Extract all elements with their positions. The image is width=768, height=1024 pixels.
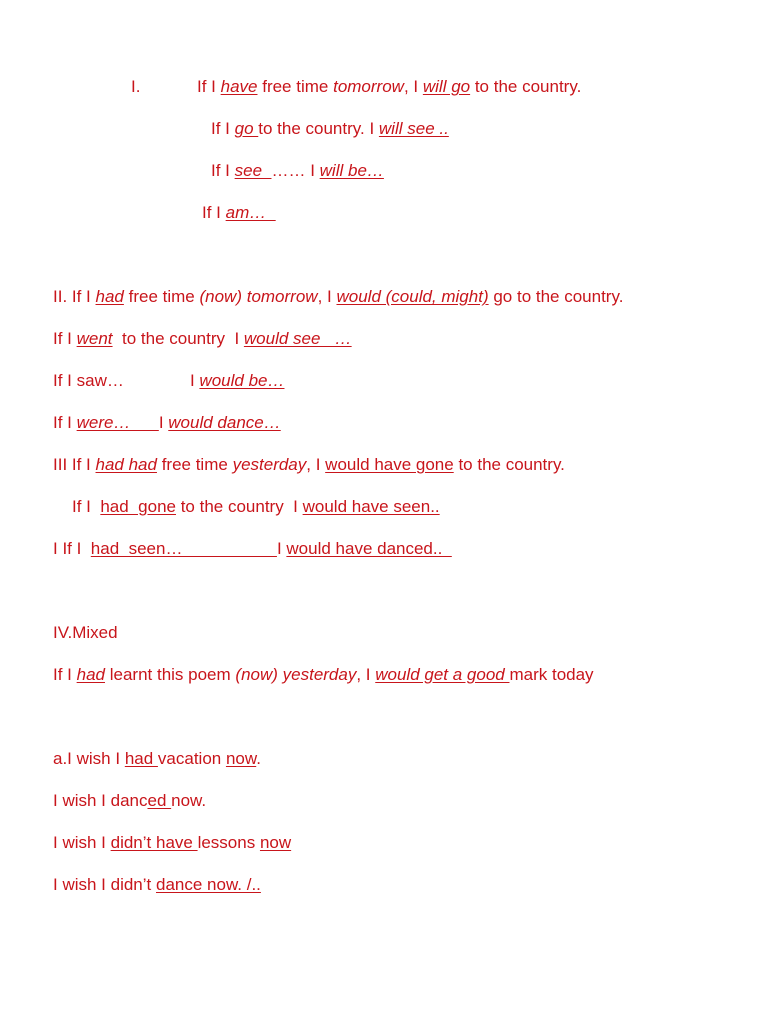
verb-had-had: had had	[95, 455, 157, 474]
text: If I	[53, 665, 77, 684]
text: I	[276, 539, 287, 558]
verb-would: would (could, might)	[336, 287, 489, 306]
text: …… I	[271, 161, 320, 180]
verb-go: go	[234, 119, 259, 138]
verb-had: had	[76, 665, 105, 684]
text: to the country I	[112, 329, 244, 348]
numeral-text: I.	[131, 77, 141, 96]
section1-line2	[211, 119, 449, 139]
text: III If I	[53, 455, 96, 474]
text: learnt this poem	[105, 665, 236, 684]
verb-would-have-gone: would have gone	[325, 455, 454, 474]
text: I wish I danc	[53, 791, 148, 810]
verb-had: had	[124, 749, 158, 768]
text: If I	[53, 329, 77, 348]
time-word: (now) yesterday	[235, 665, 357, 684]
text: If I saw… I	[53, 371, 200, 390]
text: , I	[317, 287, 337, 306]
text: to the country I	[175, 497, 303, 516]
heading-text: IV.Mixed	[53, 623, 118, 642]
section2-line3	[53, 371, 284, 391]
section1-line1	[197, 77, 581, 97]
verb-will-see: will see ..	[378, 119, 449, 138]
text: now.	[171, 791, 207, 810]
time-word: (now) tomorrow	[199, 287, 318, 306]
verb-see: see	[234, 161, 272, 180]
verb-had-seen: had seen…	[90, 539, 277, 558]
verb-would-get: would get a good	[375, 665, 510, 684]
text: If I	[53, 413, 77, 432]
section4-line1	[53, 665, 594, 685]
section3-line3	[53, 539, 452, 559]
text: to the country. I	[258, 119, 379, 138]
verb-would-dance: would dance…	[168, 413, 281, 432]
text: free time	[257, 77, 334, 96]
time-word-now: now	[225, 749, 257, 768]
text: If I	[211, 161, 235, 180]
text: to the country.	[470, 77, 582, 96]
section4-heading	[53, 623, 118, 643]
verb-would-see: would see …	[243, 329, 352, 348]
verb-have: have	[220, 77, 258, 96]
text: free time	[123, 287, 200, 306]
section2-line1	[53, 287, 623, 307]
text: vacation	[157, 749, 226, 768]
wish-line4	[53, 875, 261, 895]
section1-line3	[211, 161, 384, 181]
section1-numeral	[131, 77, 140, 97]
section2-line4	[53, 413, 281, 433]
wish-line3	[53, 833, 291, 853]
text: I wish I didn’t	[53, 875, 156, 894]
verb-had: had	[95, 287, 124, 306]
verb-will-be: will be…	[319, 161, 384, 180]
text: lessons	[197, 833, 260, 852]
time-word: tomorrow	[333, 77, 404, 96]
section1-line4	[202, 203, 276, 223]
text: a.I wish I	[53, 749, 125, 768]
text: I	[158, 413, 169, 432]
verb-would-have-danced: would have danced..	[286, 539, 452, 558]
text: , I	[356, 665, 376, 684]
verb-will-go: will go	[422, 77, 471, 96]
text: , I	[306, 455, 326, 474]
section3-line2	[72, 497, 440, 517]
text: If I	[202, 203, 226, 222]
text: , I	[403, 77, 423, 96]
text: free time	[156, 455, 233, 474]
section3-line1	[53, 455, 565, 475]
verb-went: went	[76, 329, 113, 348]
section2-line2	[53, 329, 352, 349]
text: go to the country.	[488, 287, 624, 306]
wish-line2	[53, 791, 206, 811]
verb-had-gone: had gone	[100, 497, 176, 516]
text: II. If I	[53, 287, 96, 306]
verb-didnt-have: didn’t have	[110, 833, 198, 852]
text: to the country.	[453, 455, 565, 474]
text: I wish I	[53, 833, 111, 852]
verb-would-be: would be…	[199, 371, 285, 390]
time-word: yesterday	[232, 455, 307, 474]
text: mark today	[509, 665, 594, 684]
verb-were: were…	[76, 413, 159, 432]
text: If I	[211, 119, 235, 138]
time-word-now: now	[259, 833, 292, 852]
verb-dance-now: dance now. /..	[156, 875, 261, 894]
text: If I	[72, 497, 101, 516]
wish-line1	[53, 749, 261, 769]
verb-would-have-seen: would have seen..	[302, 497, 440, 516]
suffix-ed: ed	[147, 791, 172, 810]
text: .	[256, 749, 261, 768]
text: I If I	[53, 539, 91, 558]
text: If I	[197, 77, 221, 96]
verb-am: am…	[225, 203, 276, 222]
